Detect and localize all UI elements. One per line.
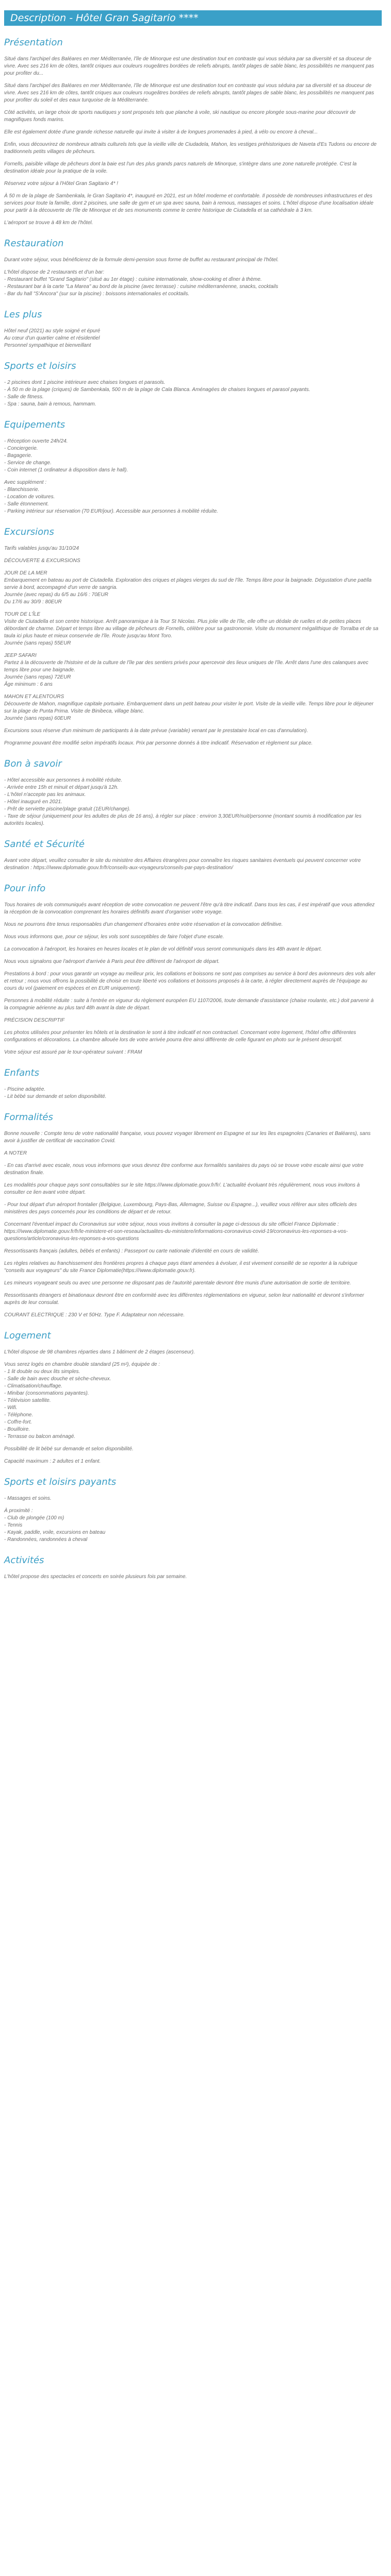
paragraph: Les photos utilisées pour présenter les hôtels et la destination le sont à titre indicatif et non contractuel. Concernant votre logement, l'hôtel offre différentes configurations et décorations. La chambre allouée lors de votre arrivée pourra être ainsi différente de celle figurant en photo sur le présent descriptif. bbox=[4, 1030, 356, 1043]
list-item: - Location de voitures. bbox=[4, 494, 55, 500]
paragraph: Les règles relatives au franchissement des frontières propres à chaque pays étant amenées à évoluer, il est vivement conseillé de se reporter à la rubrique "conseils aux voyageurs" du site France Diplomatie(https:///www.diplomatie.gouv.fr). bbox=[4, 1261, 357, 1274]
section bbox=[4, 527, 379, 747]
list-item: - Tennis bbox=[4, 1522, 23, 1528]
paragraph: - Pour tout départ d'un aéroport frontalier (Belgique, Luxembourg, Pays-Bas, Allemagne, Suisse ou Espagne...), veuillez vous référer aux sites officiels des ministères des pays concernés pour les conditions de départ et de retour. bbox=[4, 1202, 357, 1215]
list-item: À proximité : bbox=[4, 1508, 33, 1514]
list-item: - Club de plongée (100 m) bbox=[4, 1515, 64, 1521]
list-item: - 2 piscines dont 1 piscine intérieure avec chaises longues et parasols. bbox=[4, 380, 166, 385]
section bbox=[4, 883, 379, 1056]
list-item: - Service de change. bbox=[4, 460, 52, 466]
paragraph: Possibilité de lit bébé sur demande et selon disponibilité. bbox=[4, 1446, 134, 1452]
paragraph: Ressortissants étrangers et binationaux devront être en conformité avec les différentes réglementations en vigueur, selon leur nationalité et devront s'informer auprès de leur consulat. bbox=[4, 1293, 364, 1306]
text-list bbox=[4, 1507, 379, 1544]
list-item: Au cœur d'un quartier calme et résidentiel bbox=[4, 335, 100, 341]
list-item: - Taxe de séjour (uniquement pour les adultes de plus de 16 ans), à régler sur place : environ 3,30EUR/nuit/personne (montant soumis à modification par les autorités locales). bbox=[4, 814, 362, 826]
section-heading: Enfants bbox=[4, 1067, 39, 1078]
section-heading: Excursions bbox=[4, 527, 54, 537]
section bbox=[4, 758, 379, 827]
list-item: Journée (sans repas) 60EUR bbox=[4, 716, 71, 721]
list-item: Journée (avec repas) du 6/5 au 16/6 : 70EUR bbox=[4, 592, 108, 598]
section-heading: Formalités bbox=[4, 1112, 53, 1123]
paragraph: Excursions sous réserve d'un minimum de participants à la date prévue (variable) venant par le prestataire local en cas d'annulation). bbox=[4, 728, 308, 734]
list-item: Journée (sans repas) 72EUR bbox=[4, 674, 71, 680]
section bbox=[4, 1067, 379, 1100]
list-item: - Bagagerie. bbox=[4, 453, 32, 459]
list-item: Vous serez logés en chambre double standard (25 m²), équipée de : bbox=[4, 1362, 160, 1367]
section bbox=[4, 361, 379, 408]
list-item: - Coin internet (1 ordinateur à disposition dans le hall). bbox=[4, 467, 128, 473]
section-heading: Sports et loisirs payants bbox=[4, 1477, 117, 1487]
paragraph: Nous vous informons que, pour ce séjour, les vols sont susceptibles de faire l'objet d'une escale. bbox=[4, 934, 224, 940]
paragraph: Situé dans l'archipel des Baléares en mer Méditerranée, l'île de Minorque est une destination tout en contraste qui vous séduira par sa diversité et sa douceur de vivre. Avec ses 216 km de côtes, tantôt criques aux couleurs rougeâtres bordées de reliefs abrupts, tantôt plages de sable blanc, les possibilités ne manquent pas pour profiter du... bbox=[4, 56, 374, 76]
list-item: Avec supplément : bbox=[4, 480, 47, 485]
section bbox=[4, 1330, 379, 1465]
list-item: - Bouilloire. bbox=[4, 1427, 30, 1432]
list-item: TOUR DE L'ÎLE bbox=[4, 612, 41, 617]
paragraph: - En cas d'arrivé avec escale, nous vous informons que vous devrez être conforme aux formalités sanitaires du pays où se trouve votre escale ainsi que votre destination finale. bbox=[4, 1163, 364, 1176]
hotel-description-page bbox=[0, 10, 383, 1581]
paragraph: Tous horaires de vols communiqués avant réception de votre convocation ne peuvent l'être qu'à titre indicatif. Dans tous les cas, il est impératif que vous attendiez la réception de la convocation comprenant les horaires définitifs avant d'organiser votre voyage. bbox=[4, 902, 375, 915]
paragraph: La convocation à l'aéroport, les horaires en heures locales et le plan de vol définitif vous seront communiqués dans les 48h avant le départ. bbox=[4, 946, 322, 952]
paragraph: Ressortissants français (adultes, bébés et enfants) : Passeport ou carte nationale d'identité en cours de validité. bbox=[4, 1248, 259, 1254]
paragraph: A NOTER bbox=[4, 1150, 27, 1156]
paragraph: L'hôtel dispose de 98 chambres réparties dans 1 bâtiment de 2 étages (ascenseur). bbox=[4, 1349, 195, 1355]
section-heading: Les plus bbox=[4, 309, 42, 320]
list-item: - Arrivée entre 15h et minuit et départ jusqu'à 12h. bbox=[4, 785, 119, 790]
list-item: - Restaurant buffet "Grand Sagitario" (situé au 1er étage) : cuisine internationale, show-cooking et dîner à thème. bbox=[4, 277, 262, 282]
paragraph: Elle est également dotée d'une grande richesse naturelle qui invite à visiter à de longues promenades à pied, à vélo ou encore à cheval... bbox=[4, 129, 318, 135]
section-heading: Logement bbox=[4, 1330, 51, 1341]
text-list bbox=[4, 328, 379, 349]
list-item: - Piscine adaptée. bbox=[4, 1087, 46, 1092]
text-list bbox=[4, 611, 379, 647]
paragraph: COURANT ELECTRIQUE : 230 V et 50Hz. Type F. Adaptateur non nécessaire. bbox=[4, 1312, 185, 1318]
section bbox=[4, 37, 379, 227]
list-item: - Hôtel inauguré en 2021. bbox=[4, 799, 62, 805]
paragraph: Bonne nouvelle : Compte tenu de votre nationalité française, vous pouvez voyager librement en Espagne et sur les îles espagnoles (Canaries et Baléares), sans avoir à justifier de certificat de vaccination Covid. bbox=[4, 1131, 371, 1144]
text-list bbox=[4, 777, 379, 827]
list-item: - Spa : sauna, bain à remous, hammam. bbox=[4, 401, 96, 407]
paragraph: Prestations à bord : pour vous garantir un voyage au meilleur prix, les collations et boissons ne sont pas comprises au service à bord des avionneurs des vols aller et retour ; nous vous offrons la possibilité de choisir en toute liberté vos collations et boissons proposés à la carte, à régler directement auprès de l'équipage au cours du vol (paiement en espèces et en EUR uniquement). bbox=[4, 971, 376, 991]
list-item: - Conciergerie. bbox=[4, 446, 38, 451]
list-item: - Minibar (consommations payantes). bbox=[4, 1391, 89, 1396]
text-list bbox=[4, 652, 379, 688]
paragraph: Avant votre départ, veuillez consulter le site du ministère des Affaires étrangères pour connaître les risques sanitaires éventuels qui peuvent concerner votre destination : https:///www.diplomatie.gouv.fr/fr/conseils-aux-voyageurs/conseils-par-pays-destination/ bbox=[4, 858, 361, 871]
text-list bbox=[4, 1495, 379, 1502]
section bbox=[4, 419, 379, 515]
list-item: - Massages et soins. bbox=[4, 1496, 52, 1501]
section-heading: Pour info bbox=[4, 883, 46, 894]
section-heading: Bon à savoir bbox=[4, 758, 62, 769]
list-item: - Télévision satellite. bbox=[4, 1398, 51, 1403]
list-item: - Wifi. bbox=[4, 1405, 18, 1411]
list-item: - Parking intérieur sur réservation (70 EUR/jour). Accessible aux personnes à mobilité réduite. bbox=[4, 509, 218, 514]
paragraph: À 50 m de la plage de Sambenkala, le Gran Sagitario 4*, inauguré en 2021, est un hôtel moderne et confortable. Il possède de nombreuses infrastructures et des services pour toute la famille, dont 2 piscines, une salle de gym et un spa avec sauna, bain à remous, massages et soins. L'hôtel dispose d'une localisation idéale pour partir à la découverte de l'île de Minorque et de ses monuments comme le centre historique de Ciutadella et sa cathédrale à 3 km. bbox=[4, 193, 373, 213]
paragraph: Les modalités pour chaque pays sont consultables sur le site https:///www.diplomatie.gouv.fr/fr/. L'actualité évoluant très régulièrement, nous vous invitons à consulter ce lien avant votre départ. bbox=[4, 1182, 360, 1195]
list-item: - Randonnées, randonnées à cheval bbox=[4, 1537, 88, 1543]
text-list bbox=[4, 1361, 379, 1440]
text-list bbox=[4, 269, 379, 298]
paragraph: Concernant l'éventuel impact du Coronavirus sur votre séjour, nous vous invitons à consulter la page ci-dessous du site officiel France Diplomatie : https:///www.diplomatie.gouv.fr/fr/le-ministere-et-son-reseau/actualites-du-ministere/informations-coronavirus-covid-19/coronavirus-les-reponses-a-vos-questions/article/coronavirus-les-reponses-a-vos-questions bbox=[4, 1222, 348, 1242]
list-item: Visite de Ciutadella et son centre historique. Arrêt panoramique à la Tour St Nicolas. Plus jolie ville de l'île, elle offre un dédale de ruelles et de petites places débordant de charme. Départ et temps libre au village de pêcheurs de Fornells, célèbre pour sa gastronomie. Visite du monument mégalithique de Torralba et de sa taula ici plus haute et mieux conservée de l'île. Route jusqu'au Mont Toro. bbox=[4, 619, 379, 639]
list-item: - 1 lit double ou deux lits simples. bbox=[4, 1369, 80, 1375]
list-item: - Salle de fitness. bbox=[4, 394, 44, 400]
list-item: - Kayak, paddle, voile, excursions en bateau bbox=[4, 1530, 106, 1535]
section-heading: Sports et loisirs bbox=[4, 361, 76, 371]
paragraph: Réservez votre séjour à l'Hôtel Gran Sagitario 4* ! bbox=[4, 181, 118, 187]
list-item: Partez à la découverte de l'histoire et de la culture de l'île par des sentiers privés pour apercevoir des lieux uniques de l'île. Arrêt dans l'une des calanques avec temps libre pour une baignade. bbox=[4, 660, 369, 673]
paragraph: DÉCOUVERTE & EXCURSIONS bbox=[4, 558, 80, 564]
section bbox=[4, 1112, 379, 1319]
list-item: - Blanchisserie. bbox=[4, 487, 40, 493]
section bbox=[4, 1477, 379, 1544]
paragraph: Les mineurs voyageant seuls ou avec une personne ne disposant pas de l'autorité parentale devront être munis d'une autorisation de sortie de territoire. bbox=[4, 1280, 351, 1286]
list-item: L'hôtel dispose de 2 restaurants et d'un bar: bbox=[4, 269, 104, 275]
section-heading: Equipements bbox=[4, 419, 66, 430]
text-list bbox=[4, 1086, 379, 1100]
paragraph: PRÉCISION DESCRIPTIF bbox=[4, 1018, 65, 1023]
list-item: Du 17/6 au 30/9 : 80EUR bbox=[4, 599, 62, 605]
list-item: Âge minimum : 6 ans bbox=[4, 682, 53, 687]
paragraph: Côté activités, un large choix de sports nautiques y sont proposés tels que planche à voile, ski nautique ou encore plongée sous-marine pour découvrir de magnifiques fonds marins. bbox=[4, 110, 356, 123]
list-item: Personnel sympathique et bienveillant bbox=[4, 343, 91, 348]
paragraph: L'aéroport se trouve à 48 km de l'hôtel. bbox=[4, 220, 93, 226]
description-content bbox=[4, 37, 379, 1581]
list-item: JEEP SAFARI bbox=[4, 653, 37, 658]
paragraph: Personnes à mobilité réduite : suite à l'entrée en vigueur du règlement européen EU 1107/2006, toute demande d'assistance (chaise roulante, etc.) doit parvenir à la compagnie aérienne au plus tard 48h avant la date de départ. bbox=[4, 998, 374, 1011]
section-heading: Présentation bbox=[4, 37, 63, 48]
list-item: - Climatisation/chauffage. bbox=[4, 1383, 62, 1389]
section bbox=[4, 839, 379, 872]
paragraph: Situé dans l'archipel des Baléares en mer Méditerranée, l'île de Minorque est une destination tout en contraste qui vous séduira par sa diversité et sa douceur de vivre. Avec ses 216 km de côtes, tantôt criques aux couleurs rougeâtres bordées de reliefs abrupts, tantôt plages de sable blanc, les possibilités ne manquent pas pour profiter du soleil et des eaux turquoise de la Méditerranée. bbox=[4, 83, 374, 103]
section-heading: Restauration bbox=[4, 238, 64, 249]
list-item: Embarquement en bateau au port de Ciutadella. Exploration des criques et plages vierges du sud de l'île. Temps libre pour la baignade. Dégustation d'une paëlla servie à bord, accompagné d'un verre de sangria. bbox=[4, 578, 372, 590]
list-item: JOUR DE LA MER bbox=[4, 570, 47, 576]
section-heading: Santé et Sécurité bbox=[4, 839, 85, 850]
paragraph: Enfin, vous découvrirez de nombreux attraits culturels tels que la vieille ville de Ciudadela, Mahon, les vestiges préhistoriques de Naveta d'Es Tudons ou encore de traditionnels petits villages de pêcheurs. bbox=[4, 142, 377, 155]
list-item: - À 50 m de la plage (criques) de Sambenkala, 500 m de la plage de Cala Blanca. Aménagées de chaises longues et parasol payants. bbox=[4, 387, 311, 393]
list-item: - Réception ouverte 24h/24. bbox=[4, 438, 68, 444]
description-banner-title: Description - Hôtel Gran Sagitario **** bbox=[4, 10, 382, 26]
paragraph: Tarifs valables jusqu'au 31/10/24 bbox=[4, 546, 79, 551]
text-list bbox=[4, 379, 379, 408]
section bbox=[4, 238, 379, 298]
list-item: - Coffre-fort. bbox=[4, 1419, 32, 1425]
paragraph: L'hôtel propose des spectacles et concerts en soirée plusieurs fois par semaine. bbox=[4, 1574, 187, 1580]
list-item: - L'hôtel n'accepte pas les animaux. bbox=[4, 792, 86, 798]
list-item: Hôtel neuf (2021) au style soigné et épuré bbox=[4, 328, 101, 334]
paragraph: Fornells, paisible village de pêcheurs dont la baie est l'un des plus grands parcs naturels de Minorque, s'intègre dans une zone naturelle protégée. C'est la destination idéale pour la pratique de la voile. bbox=[4, 161, 357, 174]
text-list bbox=[4, 693, 379, 722]
list-item: Découverte de Mahon, magnifique capitale portuaire. Embarquement dans un petit bateau pour visiter le port. Visite de la vieille ville. Temps libre pour le déjeuner sur la plage de Punta Prima. Visite de Binibeca, village blanc. bbox=[4, 701, 373, 714]
list-item: - Terrasse ou balcon aménagé. bbox=[4, 1434, 76, 1439]
list-item: Journée (sans repas) 55EUR bbox=[4, 640, 71, 646]
text-list bbox=[4, 438, 379, 474]
list-item: - Salle étonnement. bbox=[4, 501, 49, 507]
list-item: MAHON ET ALENTOURS bbox=[4, 694, 64, 700]
text-list bbox=[4, 570, 379, 606]
list-item: - Salle de bain avec douche et sèche-cheveux. bbox=[4, 1376, 111, 1382]
paragraph: Nous ne pourrons être tenus responsables d'un changement d'horaires entre votre réservation et la convocation définitive. bbox=[4, 922, 283, 927]
section-heading: Activités bbox=[4, 1555, 44, 1566]
list-item: - Restaurant bar à la carte "La Marea" au bord de la piscine (avec terrasse) : cuisine méditerranéenne, snacks, cocktails bbox=[4, 284, 279, 290]
paragraph: Capacité maximum : 2 adultes et 1 enfant. bbox=[4, 1459, 101, 1464]
list-item: - Téléphone. bbox=[4, 1412, 34, 1418]
list-item: - Lit bébé sur demande et selon disponibilité. bbox=[4, 1094, 107, 1099]
section bbox=[4, 309, 379, 349]
list-item: - Prêt de serviette piscine/plage gratuit (1EUR/change). bbox=[4, 806, 131, 812]
list-item: - Hôtel accessible aux personnes à mobilité réduite. bbox=[4, 777, 123, 783]
paragraph: Programme pouvant être modifié selon impératifs locaux. Prix par personne donnés à titre indicatif. Réservation et règlement sur place. bbox=[4, 740, 313, 746]
paragraph: Nous vous signalons que l'aéroport d'arrivée à Paris peut être différent de l'aéroport de départ. bbox=[4, 959, 220, 964]
list-item: - Bar du hall "S'Ancora" (sur sur la piscine) : boissons internationales et cocktails. bbox=[4, 291, 190, 297]
section bbox=[4, 1555, 379, 1581]
text-list bbox=[4, 479, 379, 515]
paragraph: Votre séjour est assuré par le tour-opérateur suivant : FRAM bbox=[4, 1049, 142, 1055]
paragraph: Durant votre séjour, vous bénéficierez de la formule demi-pension sous forme de buffet au restaurant principal de l'hôtel. bbox=[4, 257, 279, 263]
